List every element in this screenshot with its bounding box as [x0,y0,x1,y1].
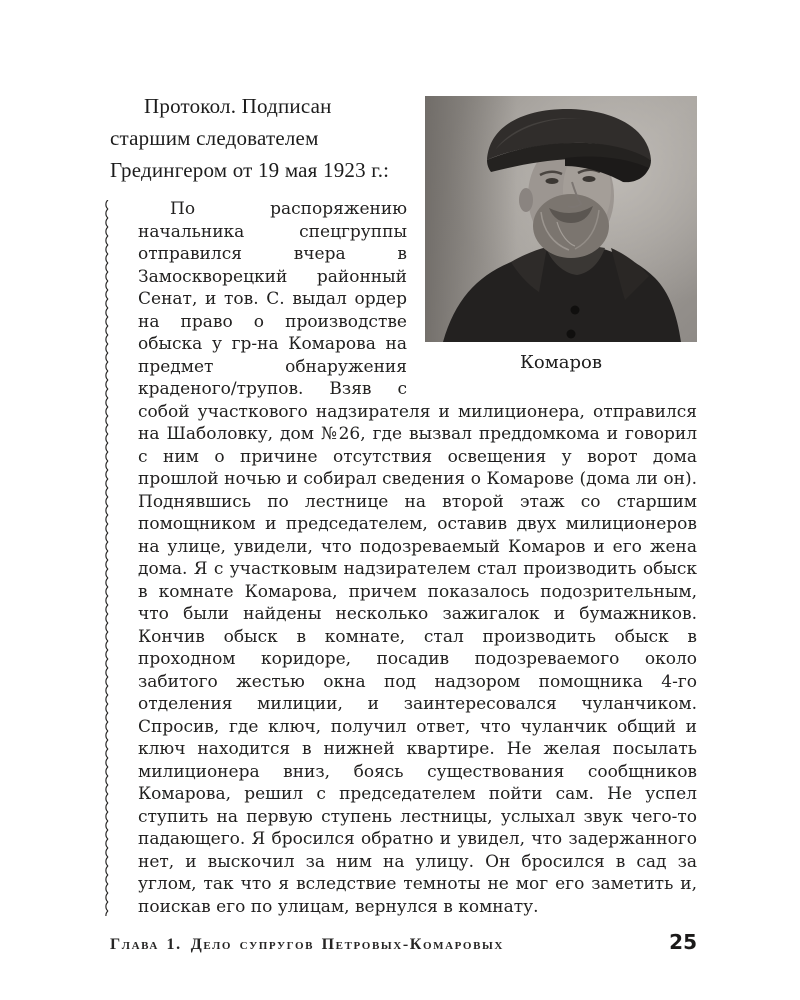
chapter-label: Глава 1. [110,936,182,953]
page-content [100,90,697,922]
deposition-quote [100,194,697,922]
running-title [110,936,504,954]
chapter-title: Дело супругов Петровых-Комаровых [190,936,504,953]
wavy-quote-border [102,200,111,916]
page-footer [110,918,697,966]
photo-caption: Комаров [520,352,602,373]
protocol-intro-text: Протокол. Подписан старшим следователем Гредингером от 19 мая 1923 г.: [110,94,390,182]
deposition-text: По распоряжению начальника спецгруппы отправился вчера в Замоскворецкий районный Сенат, и тов. С. выдал ордер на право о производстве обыска у гр-на Комарова на предмет обнаружения краденого/трупов. Взяв с собой участкового надзирателя и милиционера, отправился на Шаболовку, дом №26, где вызвал преддомкома и говорил с ним о причине отсутствия освещения у ворот дома прошлой ночью и собирал сведения о Комарове (дома ли он). Поднявшись по лестнице на второй этаж со старшим помощником и председателем, оставив двух милиционеров на улице, увидели, что подозреваемый Комаров и его жена дома. Я с участковым надзирателем стал производить обыск в комнате Комарова, причем показалось подозрительным, что были найдены несколько зажигалок и бумажников. Кончив обыск в комнате, стал производить обыск в проходном коридоре, посадив подозреваемого около забитого жестью окна под надзором помощника 4-го отделения милиции, и заинтересовался чуланчиком. Спросив, где ключ, получил ответ, что чуланчик общий и ключ находится в нижней квартире. Не желая посылать милиционера вниз, боясь существования сообщников Комарова, решил с председателем пойти сам. Не успел ступить на первую ступень лестницы, услыхал звук чего-то падающего. Я бросился обратно и увидел, что задержанного нет, и выскочил за ним на улицу. Он бросился в сад за углом, так что я вследствие темноты не мог его заметить и, поискав его по улицам, вернулся в комнату. [138,199,697,917]
page-number: 25 [669,930,697,954]
